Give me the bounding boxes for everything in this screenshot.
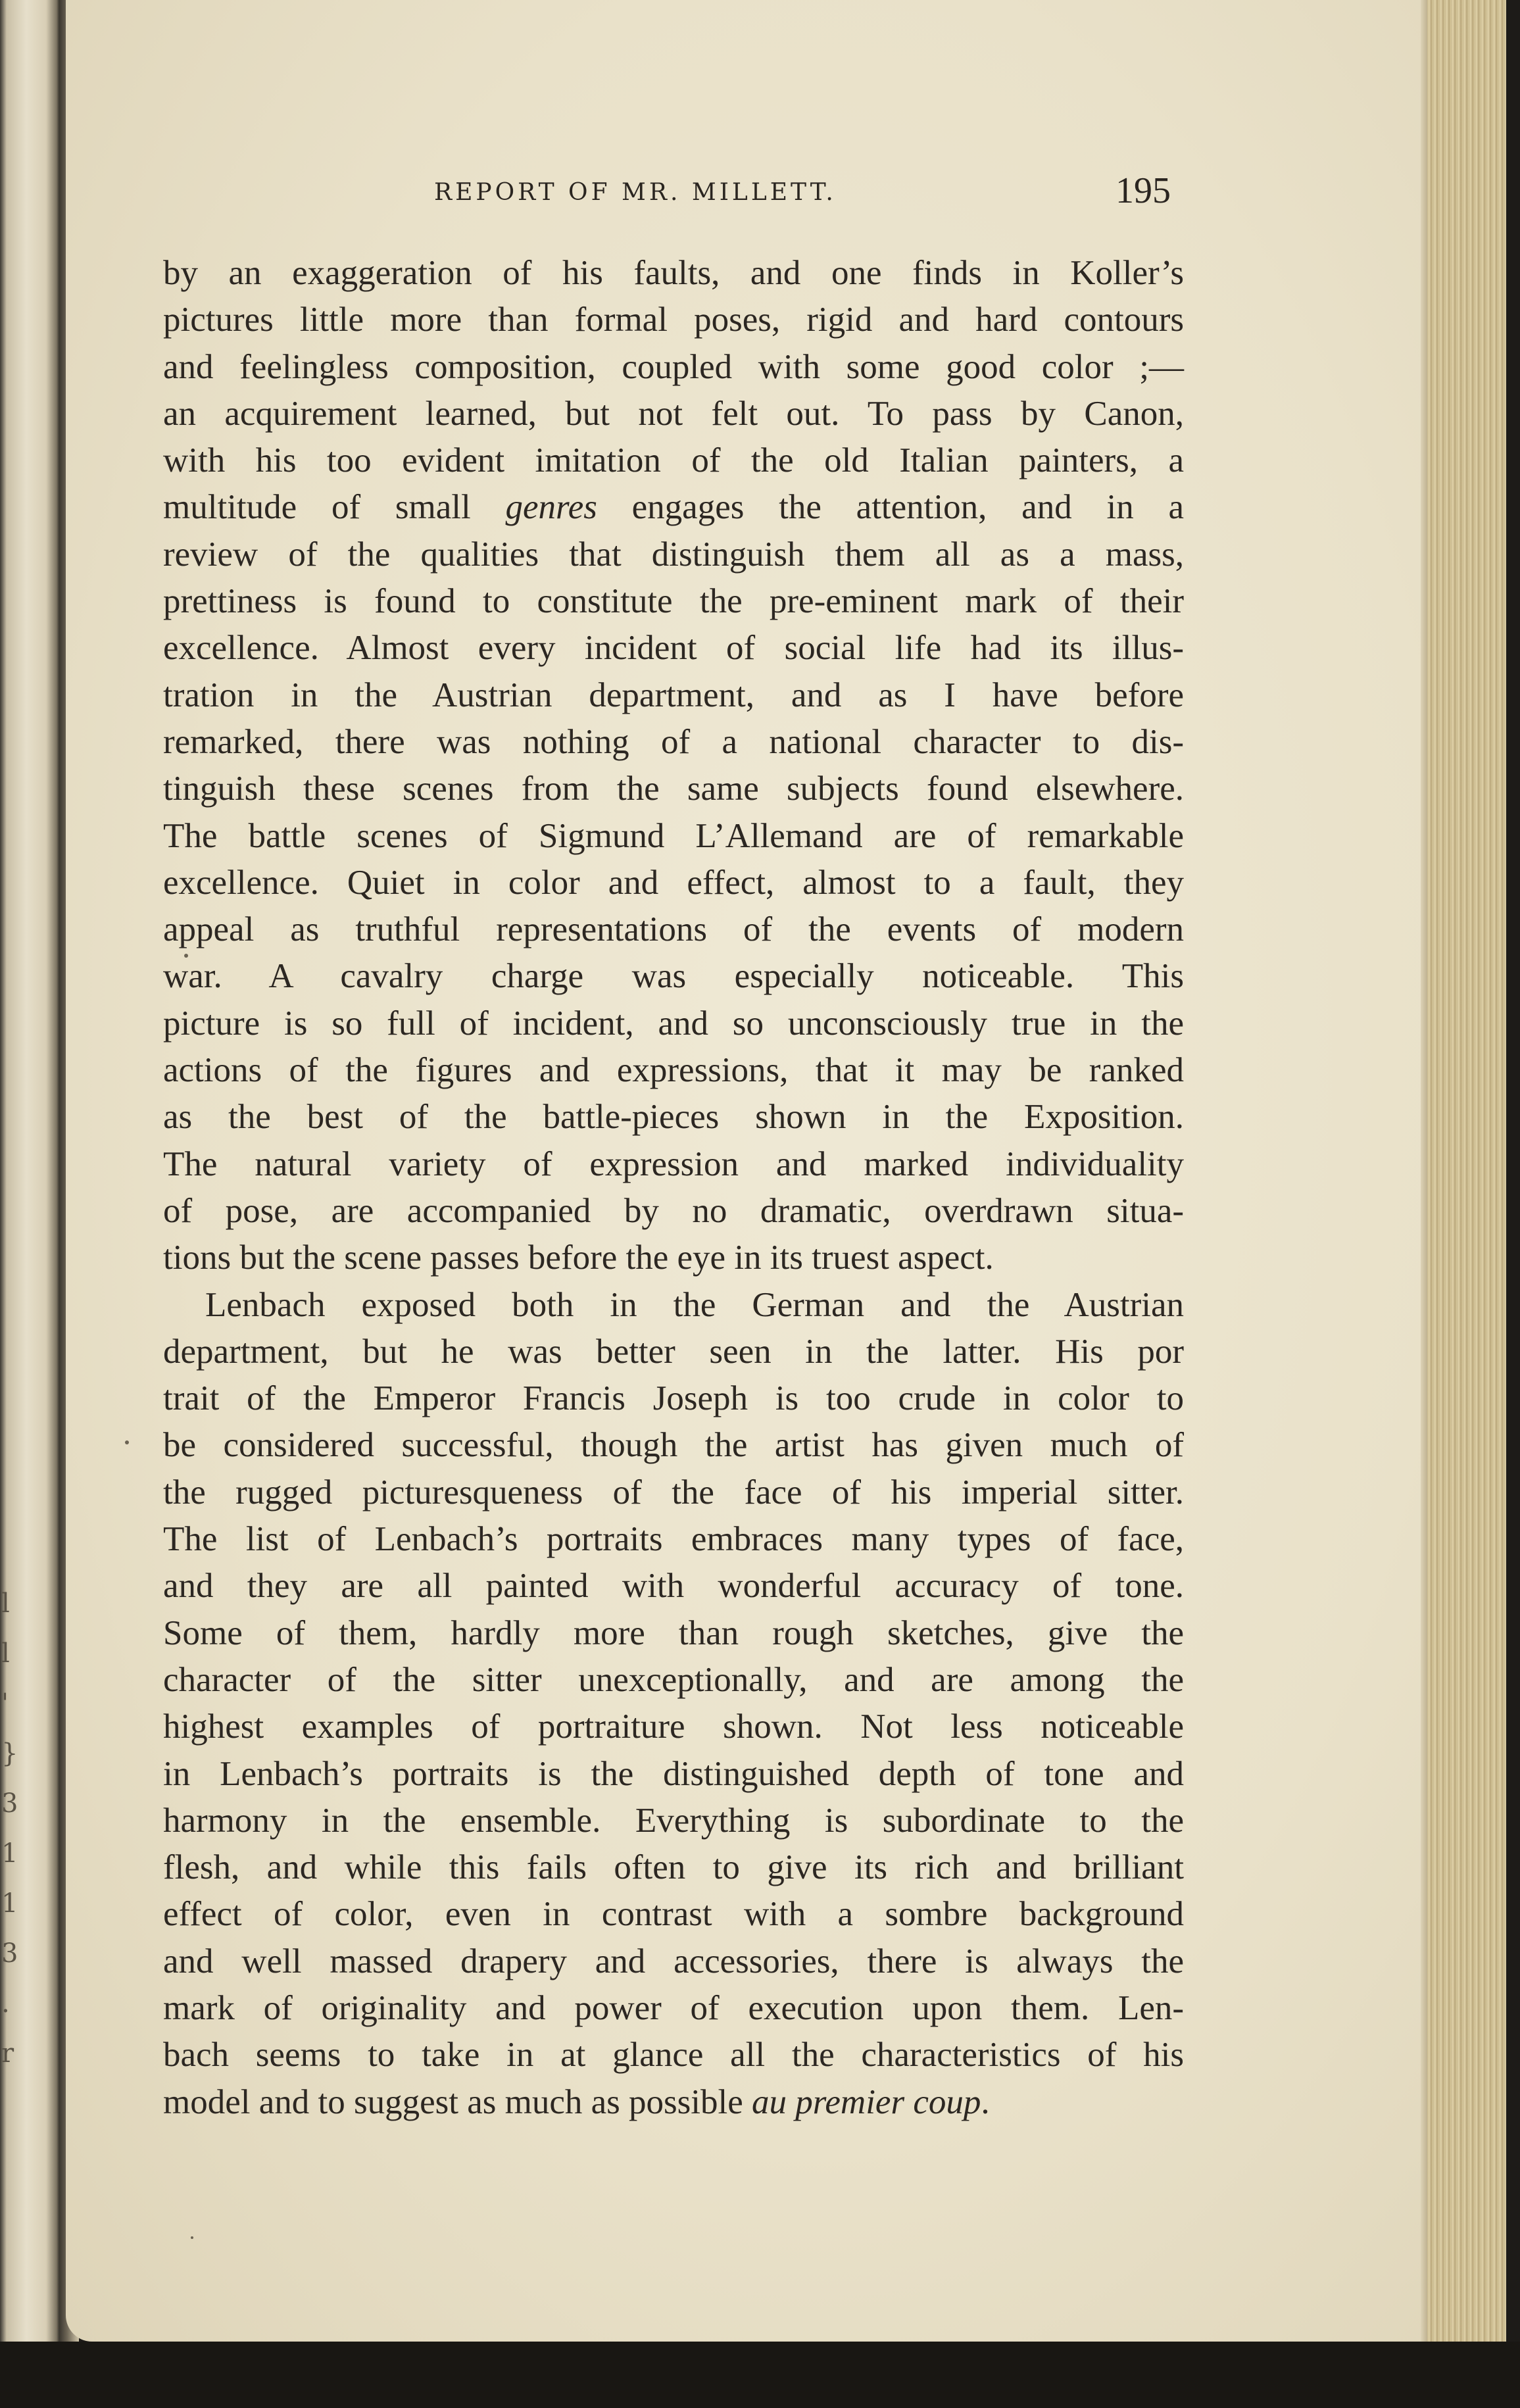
text-line: actions of the figures and expressions, that it may be ranked (163, 1051, 1184, 1090)
text-line: an acquirement learned, but not felt out. To pass by Canon, (163, 394, 1184, 433)
facing-mark: 3 (1, 1788, 18, 1819)
text-line: flesh, and while this fails often to give its rich and brilliant (163, 1848, 1184, 1887)
facing-mark: 3 (1, 1938, 18, 1969)
text-line: appeal as truthful representations of the events of modern (163, 910, 1184, 949)
running-head (434, 170, 1171, 222)
facing-page-edge (0, 0, 59, 2408)
text-line: harmony in the ensemble. Everything is subordinate to the (163, 1801, 1184, 1840)
italic-phrase: au premier coup (752, 2082, 981, 2121)
text-line: and feelingless composition, coupled with some good color ;— (163, 347, 1184, 386)
text-line: Some of them, hardly more than rough sketches, give the (163, 1613, 1184, 1652)
final-period: . (981, 2082, 990, 2121)
text-line: mark of originality and power of execution upon them. Len- (163, 1988, 1184, 2027)
text-line: by an exaggeration of his faults, and one finds in Koller’s (163, 254, 1184, 292)
text-line-final (163, 2079, 1184, 2126)
text-line: with his too evident imitation of the old Italian painters, a (163, 441, 1184, 480)
facing-page-marks (1, 1579, 18, 2078)
text-line: as the best of the battle-pieces shown in the Exposition. (163, 1098, 1184, 1137)
paper-speck (191, 2236, 193, 2239)
text-line: and well massed drapery and accessories, there is always the (163, 1942, 1184, 1980)
text-line: The natural variety of expression and marked individuality (163, 1144, 1184, 1183)
text-line: character of the sitter unexceptionally, and are among the (163, 1660, 1184, 1699)
scan-background (0, 2342, 1520, 2408)
text-segment: engages the attention, and in a (631, 488, 1185, 527)
text-line-genres (163, 484, 1184, 531)
text-line: the rugged picturesqueness of the face of his imperial sitter. (163, 1473, 1184, 1511)
page-edges-stack (1427, 0, 1506, 2368)
text-line: excellence. Quiet in color and effect, almost to a fault, they (163, 863, 1184, 902)
text-line: highest examples of portraiture shown. Not less noticeable (163, 1708, 1184, 1746)
text-line: remarked, there was nothing of a national character to dis- (163, 722, 1184, 761)
facing-mark: 1 (1, 1888, 18, 1919)
text-line: tration in the Austrian department, and as I have before (163, 676, 1184, 714)
text-line: trait of the Emperor Francis Joseph is too crude in color to (163, 1379, 1184, 1418)
facing-mark: l (1, 1588, 10, 1619)
text-line: pictures little more than formal poses, rigid and hard contours (163, 301, 1184, 339)
text-line: bach seems to take in at glance all the characteristics of his (163, 2036, 1184, 2075)
text-line: effect of color, even in contrast with a sombre background (163, 1895, 1184, 1934)
text-line: be considered successful, though the artist has given much of (163, 1426, 1184, 1465)
paragraph-start: Lenbach exposed both in the German and the Austrian (205, 1285, 1184, 1324)
text-line: tinguish these scenes from the same subjects found elsewhere. (163, 770, 1184, 808)
text-line: of pose, are accompanied by no dramatic, overdrawn situa- (163, 1191, 1184, 1230)
text-line: The battle scenes of Sigmund L’Allemand are of remarkable (163, 816, 1184, 855)
facing-mark: 1 (1, 1838, 18, 1869)
facing-mark: l (1, 1638, 10, 1669)
facing-mark: } (1, 1738, 18, 1769)
text-line: and they are all painted with wonderful accuracy of tone. (163, 1567, 1184, 1606)
text-line: department, but he was better seen in the latter. His por (163, 1332, 1184, 1371)
text-segment: model and to suggest as much as possible (163, 2082, 743, 2121)
text-line: prettiness is found to constitute the pre-eminent mark of their (163, 582, 1184, 621)
text-line: picture is so full of incident, and so unconsciously true in the (163, 1004, 1184, 1043)
running-title: REPORT OF MR. MILLETT. (434, 179, 837, 206)
text-line: review of the qualities that distinguish them all as a mass, (163, 535, 1184, 574)
facing-mark: r (1, 2038, 14, 2069)
paper-speck (125, 1440, 129, 1444)
text-line: The list of Lenbach’s portraits embraces many types of face, (163, 1520, 1184, 1559)
text-line: war. A cavalry charge was especially noticeable. This (163, 957, 1184, 996)
text-segment: multitude of small (163, 488, 471, 527)
page-number: 195 (1115, 170, 1171, 211)
body-text (163, 250, 1184, 2126)
facing-mark: ' (1, 1688, 9, 1719)
text-line: excellence. Almost every incident of social life had its illus- (163, 629, 1184, 668)
text-line: tions but the scene passes before the eye in its truest aspect. (163, 1239, 994, 1277)
text-line: in Lenbach’s portraits is the distinguished depth of tone and (163, 1754, 1184, 1793)
facing-mark: . (1, 1988, 10, 2019)
italic-word: genres (505, 488, 597, 527)
